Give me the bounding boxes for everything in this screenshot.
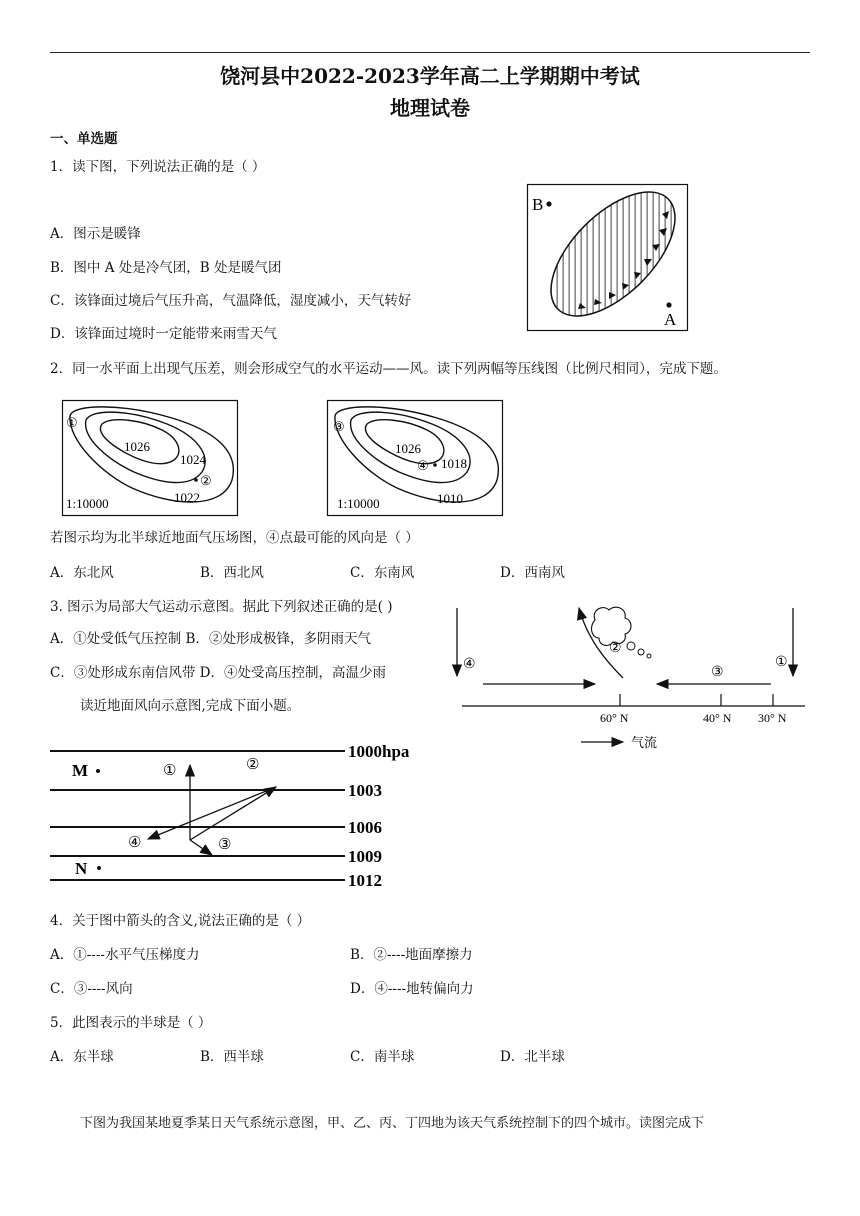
q1-label-b: B (532, 195, 544, 214)
section-heading: 一、单选题 (50, 131, 118, 147)
q2-option-c: C．东南风 (350, 565, 415, 581)
wind-direction-figure (50, 735, 430, 895)
q4-option-d: D．④----地转偏向力 (350, 981, 474, 997)
point-m-label: M (72, 761, 89, 780)
q3-marker-3: ③ (711, 665, 724, 680)
q5-option-c: C．南半球 (350, 1049, 415, 1065)
q3-stem: 3. 图示为局部大气运动示意图。据此下列叙述正确的是( ) (50, 599, 393, 615)
q2-marker-4: ④ (417, 458, 429, 473)
exam-subtitle: 地理试卷 (390, 96, 470, 120)
q3-options-ab: A．①处受低气压控制 B．②处形成极锋，多阴雨天气 (50, 631, 371, 647)
q3-legend-airflow: 气流 (631, 735, 658, 750)
q2-left-value-1024: 1024 (180, 452, 206, 467)
q4-option-b: B．②----地面摩擦力 (350, 947, 473, 963)
q2-isobar-map-left (62, 400, 238, 516)
wind-group-intro: 读近地面风向示意图,完成下面小题。 (80, 698, 301, 714)
q2-intro: 2．同一水平面上出现气压差，则会形成空气的水平运动——风。读下列两幅等压线图（比例尺相同），完成下题。 (50, 361, 727, 377)
q4-option-a: A．①----水平气压梯度力 (50, 947, 200, 963)
q1-option-a: A．图示是暖锋 (50, 226, 141, 242)
q1-front-figure (527, 184, 689, 332)
q2-left-value-1026: 1026 (124, 439, 150, 454)
q5-stem: 5．此图表示的半球是（ ） (50, 1015, 212, 1031)
q2-isobar-map-right (327, 400, 503, 516)
point-n-label: N (75, 859, 88, 878)
isobar-label-1012: 1012 (348, 871, 382, 890)
q4-option-c: C．③----风向 (50, 981, 133, 997)
exam-title: 饶河县中2022-2023学年高二上学期期中考试 (220, 64, 640, 88)
q3-circulation-figure (455, 598, 810, 758)
q2-right-value-1026: 1026 (395, 441, 421, 456)
q2-marker-3: ③ (333, 419, 345, 434)
arrow-label-3: ③ (218, 837, 232, 853)
top-rule (50, 52, 810, 53)
q3-lat-60: 60° N (600, 711, 629, 725)
q1-option-d: D．该锋面过境时一定能带来雨雪天气 (50, 326, 277, 342)
q2-marker-2: ② (200, 473, 212, 488)
arrow-label-1: ① (163, 763, 177, 779)
q2-left-value-1022: 1022 (174, 490, 200, 505)
q2-option-d: D．西南风 (500, 565, 565, 581)
q5-option-d: D．北半球 (500, 1049, 565, 1065)
isobar-label-1003: 1003 (348, 781, 382, 800)
q1-stem: 1．读下图，下列说法正确的是（ ） (50, 159, 266, 175)
arrow-label-2: ② (246, 757, 260, 773)
q5-option-a: A．东半球 (50, 1049, 114, 1065)
q4-stem: 4．关于图中箭头的含义,说法正确的是（ ） (50, 913, 311, 929)
q2-question: 若图示均为北半球近地面气压场图，④点最可能的风向是（ ） (50, 530, 419, 546)
q2-option-b: B．西北风 (200, 565, 264, 581)
q1-option-c: C．该锋面过境后气压升高，气温降低，湿度减小，天气转好 (50, 293, 412, 309)
q3-options-cd: C．③处形成东南信风带 D．④处受高压控制，高温少雨 (50, 665, 386, 681)
isobar-label-1006: 1006 (348, 818, 382, 837)
next-group-intro: 下图为我国某地夏季某日天气系统示意图，甲、乙、丙、丁四地为该天气系统控制下的四个城市。读图完成下 (80, 1116, 705, 1131)
q3-lat-30: 30° N (758, 711, 787, 725)
q1-label-a: A (664, 310, 677, 329)
q1-option-b: B．图中 A 处是冷气团，B 处是暖气团 (50, 260, 282, 276)
q2-right-value-1018: 1018 (441, 456, 467, 471)
q2-marker-1: ① (66, 415, 78, 430)
q2-option-a: A．东北风 (50, 565, 114, 581)
q3-marker-4: ④ (463, 657, 476, 672)
q2-right-value-1010: 1010 (437, 491, 463, 506)
q3-lat-40: 40° N (703, 711, 732, 725)
q5-option-b: B．西半球 (200, 1049, 264, 1065)
q3-marker-2: ② (609, 641, 622, 656)
q2-left-scale: 1:10000 (66, 496, 109, 511)
isobar-label-1009: 1009 (348, 847, 382, 866)
q3-marker-1: ① (775, 655, 788, 670)
q2-right-scale: 1:10000 (337, 496, 380, 511)
isobar-label-1000: 1000hpa (348, 742, 410, 761)
arrow-label-4: ④ (128, 835, 142, 851)
